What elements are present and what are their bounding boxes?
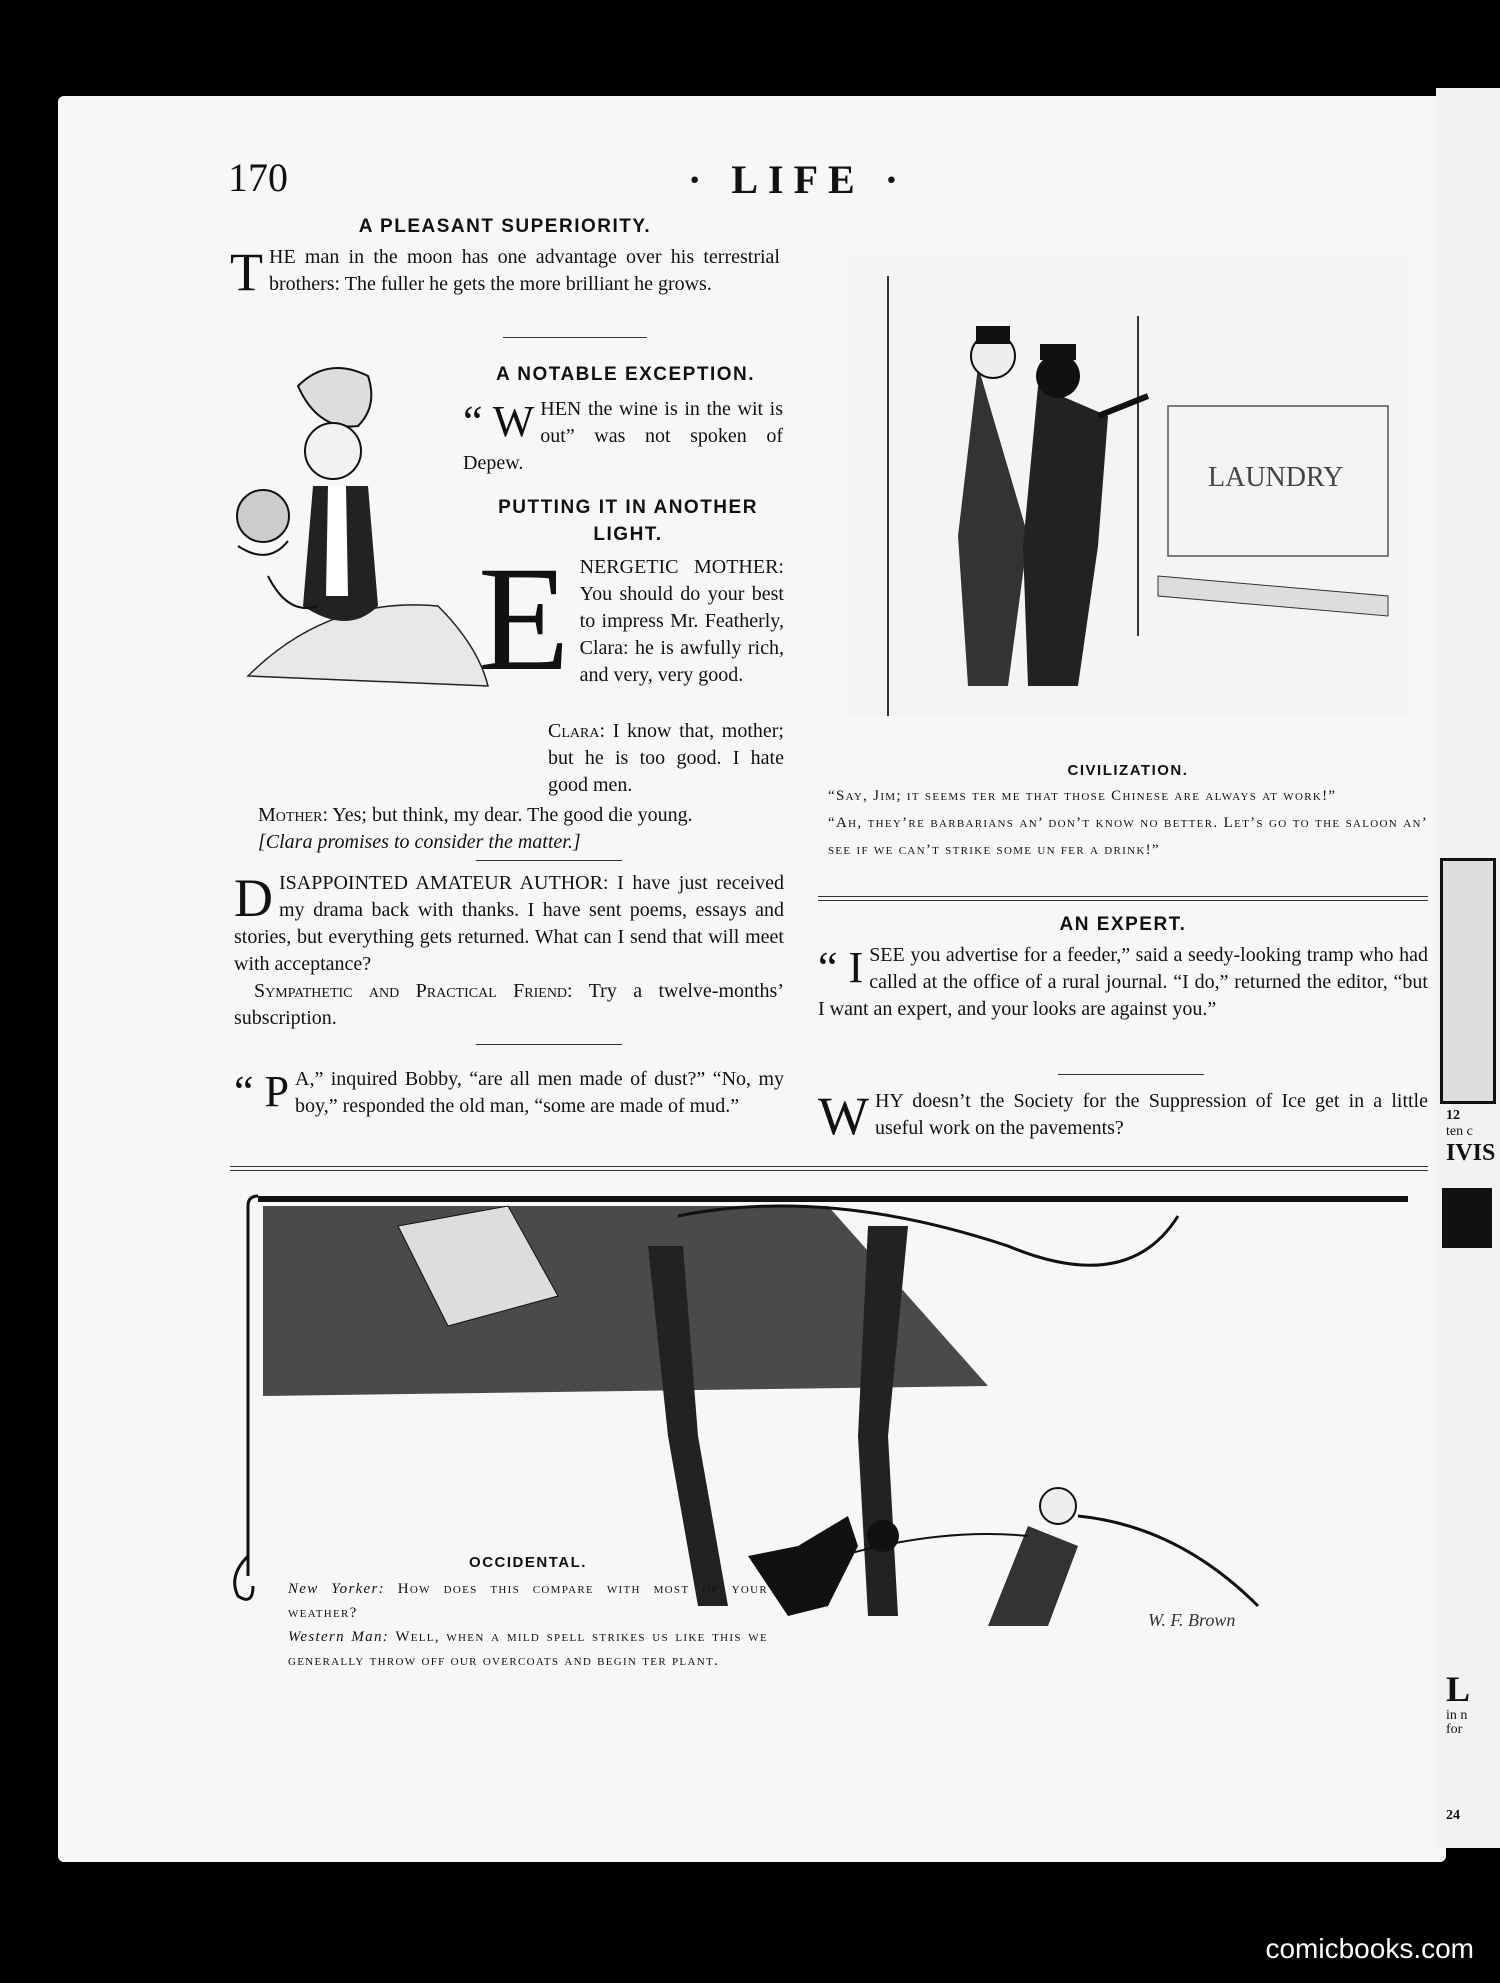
article-notable-exception	[468, 364, 783, 386]
article-disappointed-author	[234, 870, 784, 1032]
dialogue-line: Try a twelve-months’ subscription.	[234, 980, 785, 1029]
watermark: comicbooks.com	[1265, 1933, 1474, 1964]
double-rule	[818, 896, 1428, 901]
speaker-label: New Yorker:	[288, 1581, 385, 1597]
edge-advert-box	[1440, 858, 1496, 1104]
edge-snippet: 24	[1446, 1808, 1460, 1823]
article-title: AN EXPERT.	[1059, 914, 1187, 935]
civilization-caption	[828, 762, 1428, 864]
section-double-rule	[230, 1166, 1428, 1171]
civilization-illustration	[828, 216, 1428, 761]
caption-title: CIVILIZATION.	[1067, 762, 1189, 779]
article-title: PUTTING IT IN ANOTHER LIGHT.	[498, 497, 758, 545]
laundry-sign: LAUNDRY	[1208, 462, 1344, 493]
edge-dark-block	[1442, 1188, 1492, 1248]
article-pleasant-superiority	[230, 216, 780, 302]
drop-cap: E	[478, 536, 570, 702]
edge-snippet: 12	[1446, 1108, 1460, 1123]
caption-line: “Say, Jim; it seems ter me that those Chinese are always at work!”	[828, 788, 1337, 804]
magazine-page	[58, 96, 1446, 1862]
divider	[476, 1044, 622, 1045]
speaker-label: Mother:	[258, 804, 329, 826]
article-title: A NOTABLE EXCEPTION.	[495, 364, 756, 385]
lady-with-dog-illustration	[208, 346, 498, 696]
dialogue-mother	[258, 802, 784, 856]
edge-snippet: IVIS	[1446, 1140, 1496, 1166]
drop-cap: “ I	[818, 943, 864, 992]
dialogue-line: I know that, mother; but he is too good. I hate good men.	[548, 720, 784, 796]
drop-cap: “ W	[463, 397, 535, 446]
edge-snippet: L	[1446, 1669, 1471, 1709]
speaker-label: Clara:	[548, 720, 606, 742]
occidental-caption	[288, 1554, 768, 1673]
drop-cap: D	[234, 868, 273, 928]
drop-cap: T	[230, 242, 263, 302]
article-body: HY doesn’t the Society for the Suppression of Ice get in a little useful work on the pavements?	[874, 1090, 1428, 1139]
article-notable-body	[463, 396, 783, 477]
dialogue-line: How does this compare with most of your weather?	[288, 1581, 768, 1621]
divider	[1058, 1074, 1204, 1075]
edge-snippet: for	[1446, 1722, 1463, 1737]
speaker-label: NERGETIC MOTHER:	[579, 556, 784, 578]
article-dust-joke	[234, 1066, 784, 1120]
article-an-expert	[818, 914, 1428, 1023]
stage-direction: [Clara promises to consider the matter.]	[258, 831, 581, 853]
page-number: 170	[228, 155, 288, 200]
edge-snippet: ten c	[1446, 1124, 1473, 1139]
dialogue-clara	[548, 718, 784, 799]
divider	[476, 860, 622, 861]
drop-cap: W	[818, 1086, 869, 1146]
article-title: A PLEASANT SUPERIORITY.	[358, 216, 652, 237]
caption-line: “Ah, they’re barbarians an’ don’t know no better. Let’s go to the saloon an’ see if we can’t strike some un fer a drink!”	[828, 815, 1428, 858]
dialogue-line: You should do your best to impress Mr. Featherly, Clara: he is awfully rich, and very, very good.	[579, 583, 784, 686]
dialogue-line: I have just received my drama back with thanks. I have sent poems, essays and stories, but everything gets returned. What can I send that will meet with acceptance?	[234, 872, 784, 975]
article-putting-body	[478, 536, 784, 702]
divider	[503, 337, 647, 338]
drop-cap: “ P	[234, 1067, 289, 1116]
facing-page-edge	[1436, 88, 1500, 1848]
article-body: A,” inquired Bobby, “are all men made of dust?” “No, my boy,” responded the old man, “some are made of mud.”	[295, 1068, 784, 1117]
article-ice-joke	[818, 1086, 1428, 1146]
speaker-label: Sympathetic and Practical Friend:	[254, 980, 573, 1002]
speaker-label: Western Man:	[288, 1629, 390, 1645]
artist-signature: W. F. Brown	[1148, 1610, 1236, 1630]
speaker-label: ISAPPOINTED AMATEUR AUTHOR:	[279, 872, 609, 894]
article-body: SEE you advertise for a feeder,” said a seedy-looking tramp who had called at the office of a rural journal. “I do,” returned the editor, “but I want an expert, and your looks are against you.”	[818, 944, 1428, 1020]
masthead: · LIFE ·	[688, 157, 909, 202]
dialogue-line: Yes; but think, my dear. The good die young.	[332, 804, 693, 826]
article-body: HEN the wine is in the wit is out” was not spoken of Depew.	[463, 398, 783, 474]
caption-title: OCCIDENTAL.	[469, 1554, 587, 1571]
dialogue-line: Well, when a mild spell strikes us like this we generally throw off our overcoats and begin ter plant.	[288, 1629, 768, 1669]
edge-snippet: in n	[1446, 1708, 1468, 1723]
article-body: HE man in the moon has one advantage over his terrestrial brothers: The fuller he gets the more brilliant he grows.	[269, 246, 780, 295]
